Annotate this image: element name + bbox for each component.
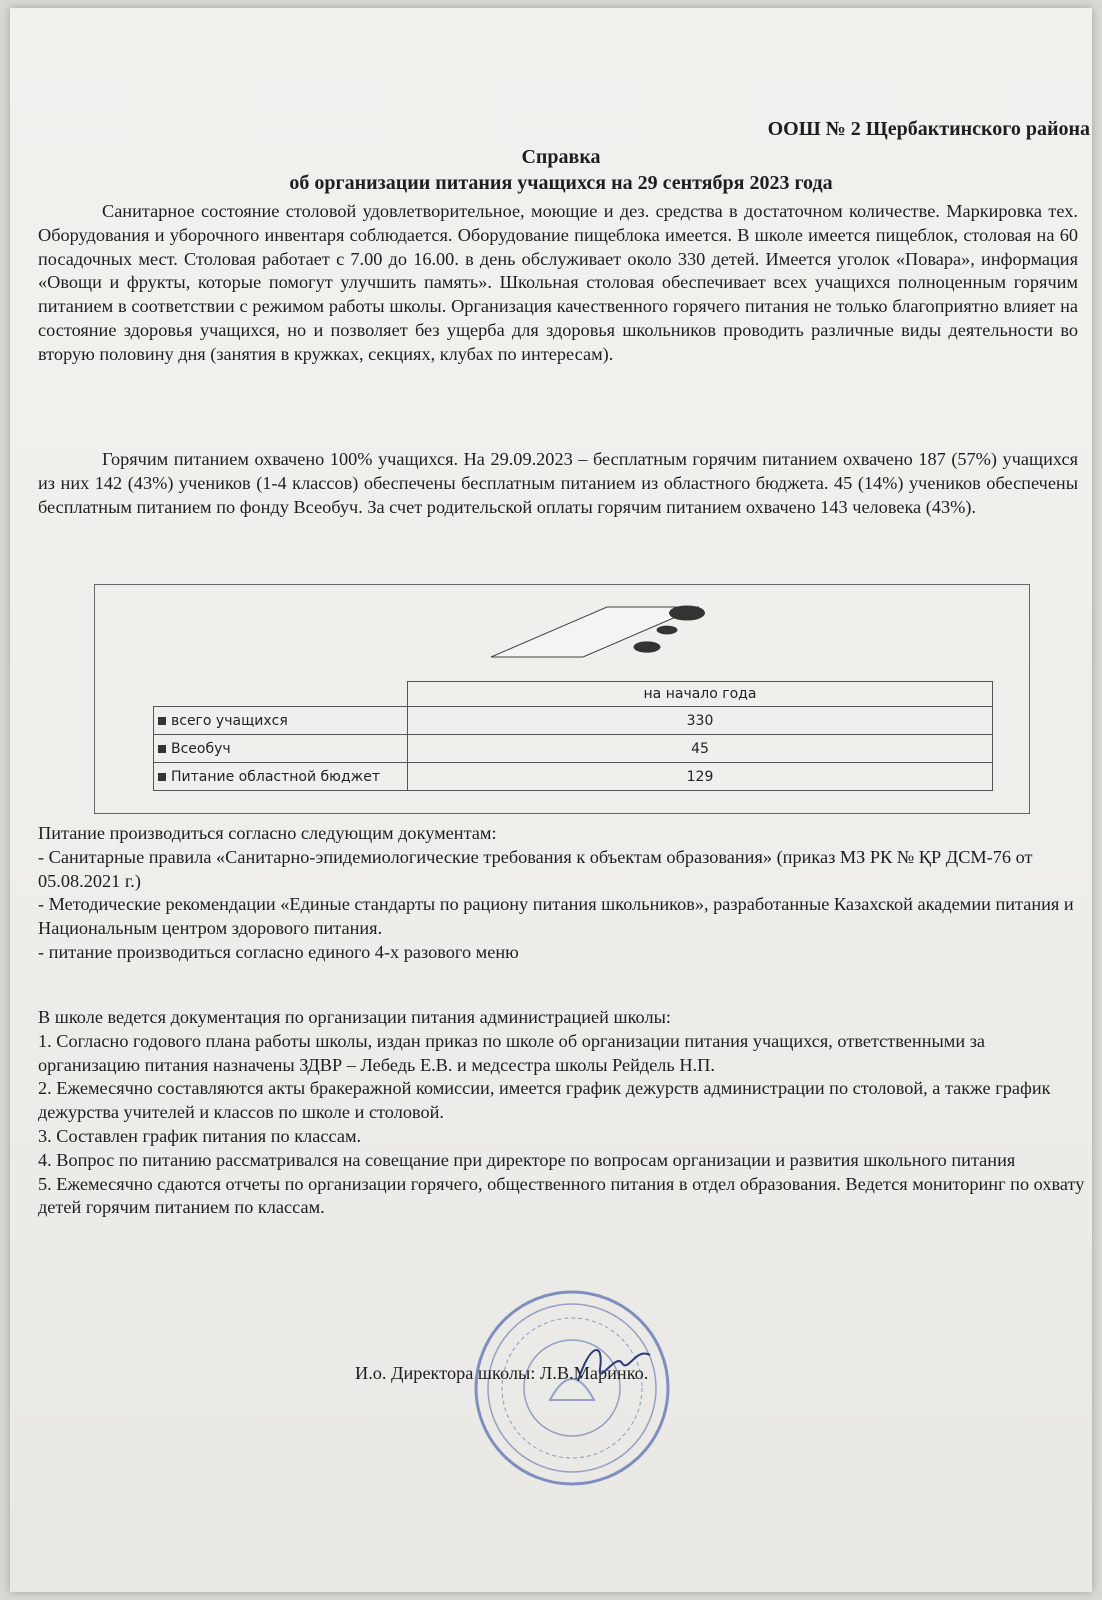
row-label: всего учащихся (171, 712, 288, 729)
legend-marker (158, 745, 166, 753)
table-header-row (154, 682, 993, 707)
table-row (154, 707, 993, 735)
list-item: 2. Ежемесячно составляются акты бракеражной комиссии, имеется график дежурств администрации по столовой, а также график дежурства учителей и классов по школе и столовой. (38, 1078, 1051, 1123)
document-title: Справка (521, 146, 601, 168)
pie-slice (669, 605, 705, 620)
chart-plot (95, 585, 1029, 685)
chart-box (94, 584, 1030, 814)
row-value: 45 (408, 735, 993, 763)
pie-slice (657, 626, 678, 635)
document-subtitle: об организации питания учащихся на 29 сентября 2023 года (289, 172, 833, 194)
administration-heading: В школе ведется документация по организации питания администрацией школы: (38, 1007, 671, 1027)
paragraph-coverage: Горячим питанием охвачено 100% учащихся. На 29.09.2023 – бесплатным горячим питанием охвачено 187 (57%) учащихся из них 142 (43%) учеников (1-4 классов) обеспечены бесплатным питанием из областного бюджета. 45 (14%) учеников обеспечены бесплатным питанием по фонду Всеобуч. За счет родительской оплаты горячим питанием охвачено 143 человека (43%). (38, 449, 1078, 517)
row-value: 330 (408, 707, 993, 735)
row-label: Питание областной бюджет (171, 768, 381, 785)
list-item: 1. Согласно годового плана работы школы, издан приказ по школе об организации питания учащихся, ответственными за организацию питания назначены ЗДВР – Лебедь Е.В. и медсестра школы Рейдель Н.П. (38, 1030, 986, 1075)
school-name: ООШ № 2 Щербактинского района (767, 118, 1090, 140)
row-label: Всеобуч (171, 740, 231, 757)
list-item: - Методические рекомендации «Единые стандарты по рациону питания школьников», разработанные Казахской академии питания и Национальным центром здорового питания. (38, 894, 1074, 939)
list-item: - Санитарные правила «Санитарно-эпидемиологические требования к объектам образования» (приказ МЗ РК № ҚР ДСМ-76 от 05.08.2021 г.) (38, 846, 1033, 891)
list-item: 4. Вопрос по питанию рассматривался на совещание при директоре по вопросам организации и развития школьного питания (38, 1149, 1016, 1170)
paragraph-canteen: Санитарное состояние столовой удовлетворительное, моющие и дез. средства в достаточном количестве. Маркировка тех. Оборудования и уборочного инвентаря соблюдается. Оборудование пищеблока имеется. В школе имеется пищеблок, столовая на 60 посадочных мест. Столовая работает с 7.00 до 16.00. в день обслуживает около 330 детей. Имеется уголок «Повара», информация «Овощи и фрукты, которые помогут улучшить память». Школьная столовая обеспечивает всех учащихся полноценным горячим питанием в соответствии с режимом работы школы. Организация качественного горячего питания не только благоприятно влияет на состояние здоровья учащихся, но и позволяет без ущерба для здоровья школьников проводить различные виды деятельности во вторую половину дня (занятия в кружках, секциях, клубах по интересам). (38, 201, 1078, 364)
documents-heading: Питание производиться согласно следующим документам: (38, 823, 497, 843)
handwritten-signature-icon (570, 1333, 660, 1393)
documents-section (38, 822, 1088, 965)
document-page (10, 8, 1092, 1592)
legend-marker (158, 773, 166, 781)
list-item: 3. Составлен график питания по классам. (38, 1125, 362, 1146)
list-item: - питание производиться согласно единого 4-х разового меню (38, 941, 519, 962)
signature-line: И.о. Директора школы: Л.В.Маринко. (355, 1363, 649, 1383)
table-row (154, 763, 993, 791)
administration-section (38, 1006, 1088, 1220)
pie-slice (633, 641, 660, 652)
row-value: 129 (408, 763, 993, 791)
column-header: на начало года (408, 682, 993, 707)
table-row (154, 735, 993, 763)
legend-marker (158, 717, 166, 725)
chart-data-table (153, 681, 993, 791)
list-item: 5. Ежемесячно сдаются отчеты по организации горячего, общественного питания в отдел образования. Ведется мониторинг по охвату детей горячим питанием по классам. (38, 1173, 1085, 1218)
